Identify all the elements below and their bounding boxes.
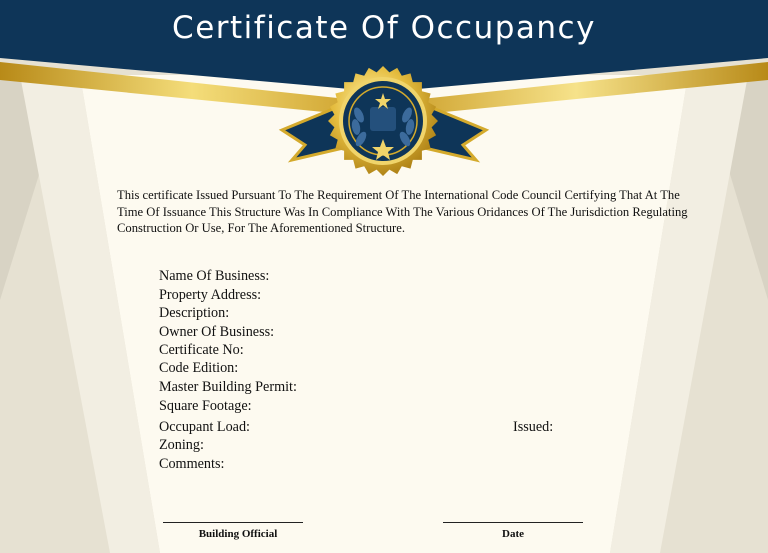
field-occupant-load: Occupant Load:: [159, 419, 250, 435]
field-property-address: Property Address:: [159, 287, 262, 303]
field-comments: Comments:: [159, 456, 225, 472]
certificate-title: Certificate Of Occupancy: [172, 10, 596, 46]
signature-line-official: [163, 522, 303, 523]
field-code-edition: Code Edition:: [159, 360, 239, 376]
signature-label-official: Building Official: [198, 528, 278, 540]
field-master-building-permit: Master Building Permit:: [159, 379, 297, 395]
field-zoning: Zoning:: [159, 437, 204, 453]
field-certificate-no: Certificate No:: [159, 342, 244, 358]
field-square-footage: Square Footage:: [159, 398, 252, 414]
signature-line-date: [443, 522, 583, 523]
signature-label-date: Date: [502, 528, 524, 540]
field-name-of-business: Name Of Business:: [159, 268, 270, 284]
field-issued: Issued:: [513, 419, 554, 435]
seal-icon: [328, 66, 438, 176]
field-owner-of-business: Owner Of Business:: [159, 324, 275, 340]
field-description: Description:: [159, 305, 230, 321]
intro-paragraph: This certificate Issued Pursuant To The Requirement Of The International Code Council Certifying That At The Time Of Issuance This Structure Was In Compliance With The Various Oridances Of The Jurisdiction Regulating Construction Or Use, For The Aforementioned Structure.: [117, 188, 688, 235]
